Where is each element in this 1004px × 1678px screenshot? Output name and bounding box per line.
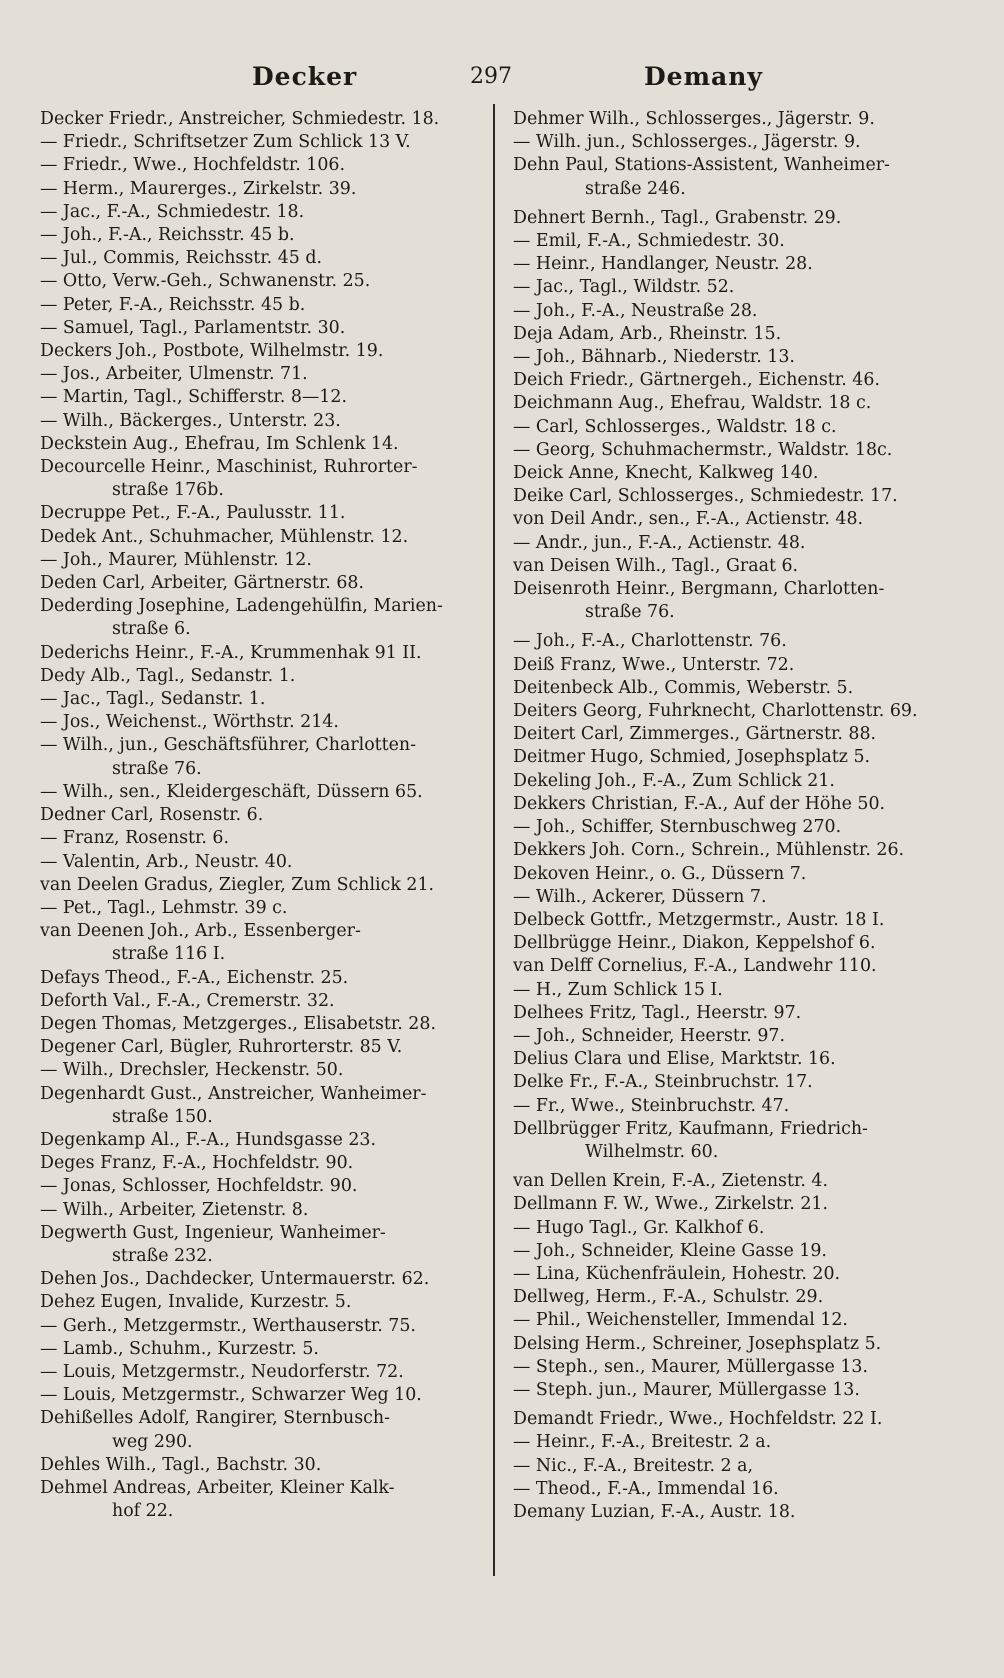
directory-entry [40,688,488,711]
directory-entry [40,433,488,456]
directory-entry [40,781,488,804]
directory-entry [513,1025,941,1048]
entry-text: Deiters Georg, Fuhrknecht, Charlottenstr. 69. [513,701,918,722]
directory-entry [513,300,941,323]
entry-text: Degwerth Gust, Ingenieur, Wanheimer- [40,1222,386,1243]
entry-text: Deich Friedr., Gärtnergeh., Eichenstr. 46. [513,370,880,391]
entry-text: — Wilh. jun., Schlosserges., Jägerstr. 9. [513,132,861,153]
entry-continuation: straße 232. [112,1245,213,1266]
entry-text: Deges Franz, F.-A., Hochfeldstr. 90. [40,1153,354,1174]
entry-continuation: straße 246. [585,178,686,199]
entry-text: — Hugo Tagl., Gr. Kalkhof 6. [513,1217,765,1238]
entry-text: Defays Theod., F.-A., Eichenstr. 25. [40,967,349,988]
entry-text: Decruppe Pet., F.-A., Paulusstr. 11. [40,503,346,524]
entry-text: Decourcelle Heinr., Maschinist, Ruhrorter- [40,457,418,478]
directory-entry [513,770,941,793]
entry-text: Dehißelles Adolf, Rangirer, Sternbusch- [40,1408,390,1429]
directory-entry [40,456,488,502]
entry-text: — Wilh., Arbeiter, Zietenstr. 8. [40,1199,309,1220]
entry-text: van Deenen Joh., Arb., Essenberger- [40,921,361,942]
entry-continuation: straße 116 I. [112,944,226,965]
entry-text: — Joh., Schneider, Heerstr. 97. [513,1025,786,1046]
entry-text: von Deil Andr., sen., F.-A., Actienstr. 48. [513,509,864,530]
entry-text: Deiß Franz, Wwe., Unterstr. 72. [513,654,795,675]
entry-text: Dellbrügge Heinr., Diakon, Keppelshof 6. [513,933,876,954]
directory-entry [513,462,941,485]
directory-entry [513,253,941,276]
directory-entry [40,1059,488,1082]
directory-entry [513,1217,941,1240]
entry-text: — Jos., Weichenst., Wörthstr. 214. [40,712,339,733]
entry-text: van Deisen Wilh., Tagl., Graat 6. [513,555,799,576]
entry-text: Deforth Val., F.-A., Cremerstr. 32. [40,990,335,1011]
entry-text: — Georg, Schuhmachermstr., Waldstr. 18c. [513,439,893,460]
directory-entry [40,363,488,386]
entry-text: — Carl, Schlosserges., Waldstr. 18 c. [513,416,837,437]
entry-text: Dedner Carl, Rosenstr. 6. [40,805,264,826]
directory-entry [40,1407,488,1453]
directory-entry [513,1240,941,1263]
entry-continuation: straße 76. [112,758,202,779]
directory-entry [513,416,941,439]
entry-text: — Martin, Tagl., Schifferstr. 8—12. [40,387,347,408]
entry-continuation: Wilhelmstr. 60. [585,1141,719,1162]
directory-entry [513,346,941,369]
directory-entry [40,386,488,409]
directory-entry [513,932,941,955]
directory-entry [40,1036,488,1059]
entry-text: — Franz, Rosenstr. 6. [40,828,230,849]
entry-text: Deitert Carl, Zimmerges., Gärtnerstr. 88. [513,724,877,745]
directory-entry [513,677,941,700]
entry-text: — Nic., F.-A., Breitestr. 2 a, [513,1455,754,1476]
directory-entry [513,863,941,886]
entry-text: Dederichs Heinr., F.-A., Krummenhak 91 II. [40,642,422,663]
directory-entry [513,630,941,653]
directory-entry [40,711,488,734]
directory-entry [513,1071,941,1094]
directory-entry [513,955,941,978]
entry-text: — Otto, Verw.-Geh., Schwanenstr. 25. [40,271,371,292]
directory-entry [40,154,488,177]
entry-text: — Jac., Tagl., Wildstr. 52. [513,277,735,298]
directory-entry [40,990,488,1013]
directory-entry [513,654,941,677]
directory-entry [40,804,488,827]
directory-entry [40,734,488,780]
directory-entry [513,1333,941,1356]
entry-continuation: straße 150. [112,1106,213,1127]
directory-entry [40,642,488,665]
entry-text: Deja Adam, Arb., Rheinstr. 15. [513,323,782,344]
directory-entry [513,909,941,932]
directory-entry [513,578,941,624]
entry-text: Dekkers Joh. Corn., Schrein., Mühlenstr. 26. [513,840,905,861]
entry-text: — Heinr., F.-A., Breitestr. 2 a. [513,1432,772,1453]
directory-entry [40,108,488,131]
entry-text: — Jac., F.-A., Schmiedestr. 18. [40,201,305,222]
directory-entry [513,700,941,723]
directory-entry [513,1263,941,1286]
entry-text: Delius Clara und Elise, Marktstr. 16. [513,1049,836,1070]
entry-text: — Valentin, Arb., Neustr. 40. [40,851,293,872]
entry-text: Dehmer Wilh., Schlosserges., Jägerstr. 9. [513,109,875,129]
directory-entry [40,1013,488,1036]
entry-text: Delsing Herm., Schreiner, Josephsplatz 5. [513,1333,882,1354]
directory-entry [513,1309,941,1332]
entry-text: — H., Zum Schlick 15 I. [513,979,723,1000]
entry-text: van Deelen Gradus, Ziegler, Zum Schlick 21. [40,874,435,895]
entry-text: — Samuel, Tagl., Parlamentstr. 30. [40,317,346,338]
directory-entry [513,746,941,769]
entry-text: — Jos., Arbeiter, Ulmenstr. 71. [40,364,308,385]
directory-entry [40,1315,488,1338]
entry-text: — Joh., Schneider, Kleine Gasse 19. [513,1240,827,1261]
entry-text: — Lamb., Schuhm., Kurzestr. 5. [40,1338,319,1359]
directory-entry [40,1477,488,1523]
directory-entry [40,851,488,874]
directory-entry [40,1384,488,1407]
directory-entry [40,270,488,293]
entry-text: Dekkers Christian, F.-A., Auf der Höhe 50. [513,793,886,814]
directory-entry [513,439,941,462]
entry-text: Delbeck Gottfr., Metzgermstr., Austr. 18 I. [513,909,885,930]
entry-text: — Lina, Küchenfräulein, Hohestr. 20. [513,1263,841,1284]
directory-entry [513,230,941,253]
directory-entry [40,224,488,247]
entry-text: — Theod., F.-A., Immendal 16. [513,1478,779,1499]
directory-entry [513,154,941,200]
directory-entry [40,1338,488,1361]
directory-entry [40,827,488,850]
directory-entry [40,178,488,201]
directory-entry [513,839,941,862]
entry-text: — Jonas, Schlosser, Hochfeldstr. 90. [40,1176,358,1197]
entry-text: — Wilh., jun., Geschäftsführer, Charlotten- [40,735,417,756]
directory-entry [513,369,941,392]
directory-entry [513,816,941,839]
entry-text: — Joh., Schiffer, Sternbuschweg 270. [513,817,842,838]
entry-text: — Steph. jun., Maurer, Müllergasse 13. [513,1379,860,1400]
entry-text: — Jac., Tagl., Sedanstr. 1. [40,689,266,710]
directory-entry [40,572,488,595]
entry-text: — Fr., Wwe., Steinbruchstr. 47. [513,1095,790,1116]
directory-entry [40,502,488,525]
directory-entry [40,897,488,920]
directory-entry [40,874,488,897]
directory-entry [40,1361,488,1384]
entry-text: — Friedr., Wwe., Hochfeldstr. 106. [40,155,345,176]
entry-text: Delhees Fritz, Tagl., Heerstr. 97. [513,1002,802,1023]
directory-entry [513,1286,941,1309]
directory-entry [513,323,941,346]
directory-entry [40,549,488,572]
directory-entry [513,392,941,415]
entry-continuation: straße 6. [112,619,191,640]
entry-continuation: straße 76. [585,602,675,623]
entry-text: Deden Carl, Arbeiter, Gärtnerstr. 68. [40,573,364,594]
directory-entry [513,207,941,230]
directory-entry [40,1268,488,1291]
entry-text: — Phil., Weichensteller, Immendal 12. [513,1310,848,1331]
entry-text: — Friedr., Schriftsetzer Zum Schlick 13 V. [40,132,411,153]
entry-text: — Joh., F.-A., Reichsstr. 45 b. [40,225,295,246]
entry-text: Deckers Joh., Postbote, Wilhelmstr. 19. [40,341,384,362]
entry-text: — Jul., Commis, Reichsstr. 45 d. [40,248,323,269]
directory-entry [40,920,488,966]
left-column [40,108,488,1523]
entry-text: Dehnert Bernh., Tagl., Grabenstr. 29. [513,207,842,228]
entry-text: Dehez Eugen, Invalide, Kurzestr. 5. [40,1292,352,1313]
entry-text: — Emil, F.-A., Schmiedestr. 30. [513,231,785,252]
directory-entry [513,1095,941,1118]
directory-entry [513,1002,941,1025]
directory-entry [40,967,488,990]
directory-entry [513,532,941,555]
entry-text: — Herm., Maurerges., Zirkelstr. 39. [40,178,357,199]
page-number: 297 [470,64,512,89]
directory-entry [40,1083,488,1129]
entry-text: — Joh., Bähnarb., Niederstr. 13. [513,347,795,368]
directory-entry [40,1454,488,1477]
entry-continuation: hof 22. [112,1501,174,1522]
entry-text: Degenkamp Al., F.-A., Hundsgasse 23. [40,1129,376,1150]
directory-entry [40,201,488,224]
entry-text: Dederding Josephine, Ladengehülfin, Marien- [40,596,443,617]
entry-text: — Pet., Tagl., Lehmstr. 39 c. [40,897,288,918]
directory-entry [513,1048,941,1071]
entry-text: Degener Carl, Bügler, Ruhrorterstr. 85 V. [40,1037,403,1058]
directory-entry [513,1170,941,1193]
entry-text: — Joh., Maurer, Mühlenstr. 12. [40,549,312,570]
entry-text: Decker Friedr., Anstreicher, Schmiedestr. 18. [40,109,440,129]
entry-text: van Dellen Krein, F.-A., Zietenstr. 4. [513,1171,828,1192]
entry-text: — Wilh., Bäckerges., Unterstr. 23. [40,410,341,431]
directory-entry [40,1222,488,1268]
entry-text: Dehles Wilh., Tagl., Bachstr. 30. [40,1454,322,1475]
directory-entry [513,793,941,816]
entry-text: — Wilh., Ackerer, Düssern 7. [513,886,767,907]
entry-text: Deckstein Aug., Ehefrau, Im Schlenk 14. [40,433,399,454]
directory-entry [513,979,941,1002]
directory-entry [513,723,941,746]
entry-text: — Joh., F.-A., Neustraße 28. [513,300,758,321]
entry-text: — Steph., sen., Maurer, Müllergasse 13. [513,1356,869,1377]
directory-entry [40,1199,488,1222]
entry-text: Deike Carl, Schlosserges., Schmiedestr. 17. [513,486,898,507]
entry-text: — Gerh., Metzgermstr., Werthauserstr. 75. [40,1315,416,1336]
entry-text: Delke Fr., F.-A., Steinbruchstr. 17. [513,1072,813,1093]
directory-entry [513,1379,941,1402]
entry-text: Dellweg, Herm., F.-A., Schulstr. 29. [513,1287,824,1308]
directory-entry [513,131,941,154]
entry-text: Dehen Jos., Dachdecker, Untermauerstr. 62. [40,1269,430,1290]
entry-text: Deisenroth Heinr., Bergmann, Charlotten- [513,579,885,600]
entry-continuation: straße 176b. [112,480,224,501]
entry-text: Deitenbeck Alb., Commis, Weberstr. 5. [513,677,854,698]
directory-entry [40,247,488,270]
directory-entry [513,1501,941,1524]
directory-entry [40,294,488,317]
directory-entry [40,665,488,688]
entry-text: Dekoven Heinr., o. G., Düssern 7. [513,863,807,884]
entry-text: Dekeling Joh., F.-A., Zum Schlick 21. [513,770,835,791]
entry-text: Dellmann F. W., Wwe., Zirkelstr. 21. [513,1194,828,1215]
directory-entry [513,1455,941,1478]
page-header [0,62,1004,98]
directory-entry [513,1118,941,1164]
directory-entry [513,555,941,578]
directory-entry [40,1129,488,1152]
entry-text: Dehn Paul, Stations-Assistent, Wanheimer- [513,155,890,176]
directory-entry [513,886,941,909]
entry-text: — Louis, Metzgermstr., Schwarzer Weg 10. [40,1385,422,1406]
directory-entry [40,595,488,641]
entry-text: — Wilh., Drechsler, Heckenstr. 50. [40,1060,344,1081]
directory-entry [513,1478,941,1501]
directory-entry [40,410,488,433]
directory-entry [40,131,488,154]
entry-continuation: weg 290. [112,1431,193,1452]
entry-text: Demandt Friedr., Wwe., Hochfeldstr. 22 I. [513,1409,883,1430]
entry-text: van Delff Cornelius, F.-A., Landwehr 110. [513,956,877,977]
entry-text: Deichmann Aug., Ehefrau, Waldstr. 18 c. [513,393,872,414]
directory-entry [40,1291,488,1314]
directory-entry [513,508,941,531]
entry-text: — Andr., jun., F.-A., Actienstr. 48. [513,532,806,553]
directory-entry [513,108,941,131]
entry-text: — Wilh., sen., Kleidergeschäft, Düssern 65. [40,781,423,802]
header-left-catchword: Decker [252,62,358,91]
right-column [513,108,941,1524]
entry-text: — Joh., F.-A., Charlottenstr. 76. [513,631,787,652]
directory-entry [40,1175,488,1198]
header-right-catchword: Demany [644,62,763,91]
entry-text: Deitmer Hugo, Schmied, Josephsplatz 5. [513,747,871,768]
entry-text: Deick Anne, Knecht, Kalkweg 140. [513,463,819,484]
entry-text: — Heinr., Handlanger, Neustr. 28. [513,254,813,275]
directory-entry [40,317,488,340]
directory-entry [40,526,488,549]
directory-entry [513,1408,941,1431]
directory-entry [513,1356,941,1379]
directory-entry [513,1431,941,1454]
directory-entry [513,1193,941,1216]
directory-entry [40,340,488,363]
entry-text: Degenhardt Gust., Anstreicher, Wanheimer- [40,1083,427,1104]
entry-text: Degen Thomas, Metzgerges., Elisabetstr. 28. [40,1013,436,1034]
directory-entry [513,485,941,508]
column-divider [493,104,495,1576]
directory-entry [513,276,941,299]
entry-text: Dellbrügger Fritz, Kaufmann, Friedrich- [513,1118,868,1139]
directory-entry [40,1152,488,1175]
entry-text: Demany Luzian, F.-A., Austr. 18. [513,1501,796,1522]
entry-text: Dedy Alb., Tagl., Sedanstr. 1. [40,665,296,686]
entry-text: — Peter, F.-A., Reichsstr. 45 b. [40,294,306,315]
entry-text: Dehmel Andreas, Arbeiter, Kleiner Kalk- [40,1477,395,1498]
entry-text: Dedek Ant., Schuhmacher, Mühlenstr. 12. [40,526,409,547]
entry-text: — Louis, Metzgermstr., Neudorferstr. 72. [40,1361,404,1382]
